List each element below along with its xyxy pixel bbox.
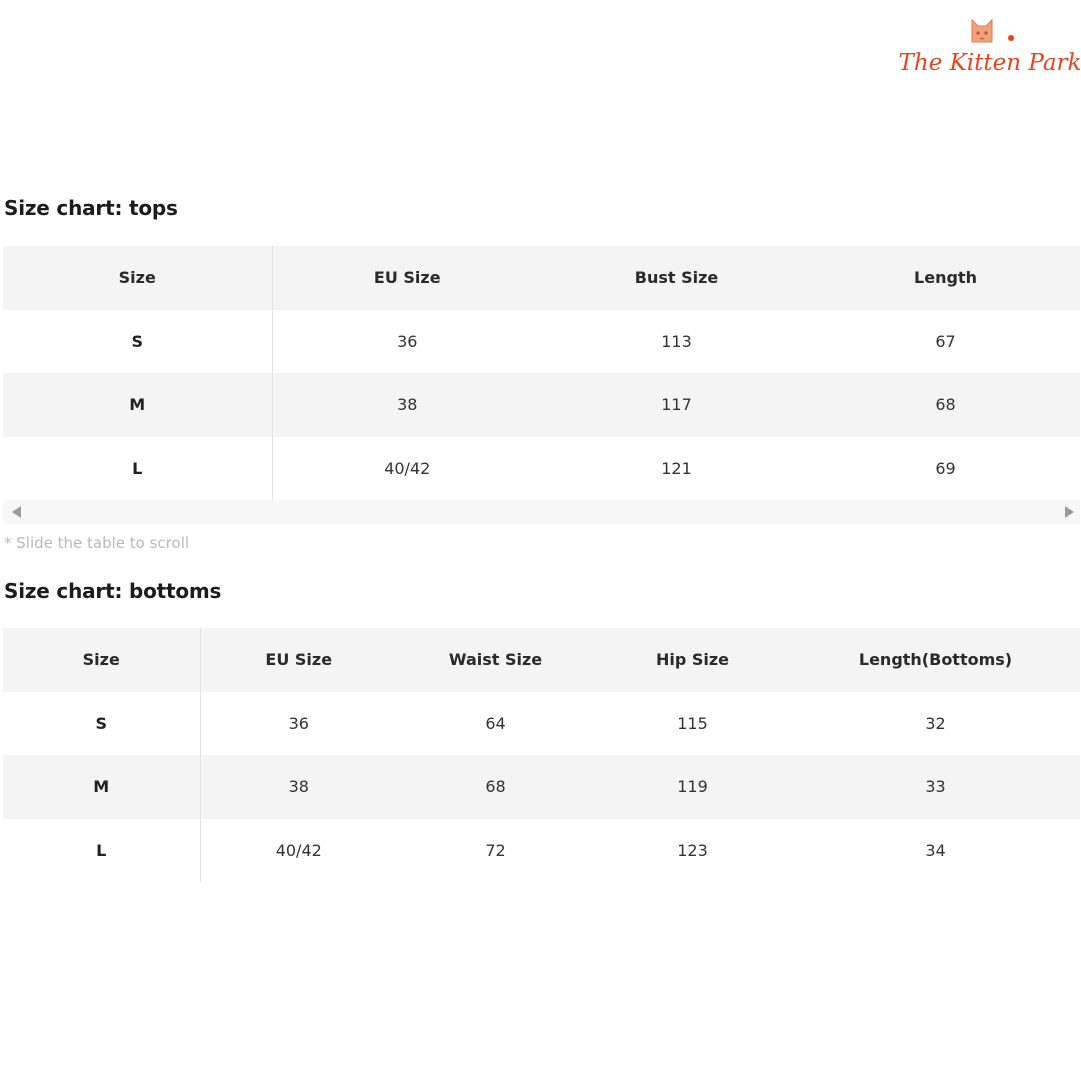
table-cell: L bbox=[3, 437, 272, 501]
table-cell: M bbox=[3, 373, 272, 437]
table-cell: 36 bbox=[288, 713, 309, 733]
bottoms-size-table bbox=[3, 628, 1081, 882]
table-cell: M bbox=[3, 755, 200, 819]
horizontal-scrollbar[interactable] bbox=[3, 500, 1080, 524]
column-header: Length(Bottoms) bbox=[858, 650, 1013, 670]
table-cell: 119 bbox=[677, 777, 708, 797]
table-cell: 33 bbox=[925, 777, 946, 797]
table-header-row bbox=[3, 246, 1080, 310]
table-cell: L bbox=[3, 819, 200, 883]
brand-name: The Kitten Park bbox=[898, 50, 1081, 76]
bottoms-title: Size chart: bottoms bbox=[4, 579, 222, 603]
table-cell: 38 bbox=[288, 777, 309, 797]
table-cell: 117 bbox=[661, 395, 692, 415]
column-header: Hip Size bbox=[655, 650, 730, 670]
table-cell: 68 bbox=[485, 777, 506, 797]
tops-title: Size chart: tops bbox=[4, 196, 178, 220]
table-cell: 123 bbox=[677, 840, 708, 860]
table-cell: 34 bbox=[925, 840, 946, 860]
table-cell: 40/42 bbox=[275, 840, 322, 860]
table-cell: 68 bbox=[935, 395, 956, 415]
table-header-row bbox=[3, 628, 1080, 692]
table-cell: 113 bbox=[661, 331, 692, 351]
table-cell: 121 bbox=[661, 458, 692, 478]
table-row bbox=[3, 437, 1080, 501]
column-header: EU Size bbox=[265, 650, 333, 670]
table-cell: 69 bbox=[935, 458, 956, 478]
column-header: EU Size bbox=[373, 268, 441, 288]
table-cell: S bbox=[3, 310, 272, 374]
scroll-hint: * Slide the table to scroll bbox=[4, 534, 190, 552]
scroll-left-icon[interactable] bbox=[12, 506, 21, 518]
column-header: Waist Size bbox=[448, 650, 543, 670]
table-cell: 64 bbox=[485, 713, 506, 733]
column-header: Bust Size bbox=[634, 268, 719, 288]
cat-icon bbox=[972, 20, 1014, 42]
brand-logo bbox=[898, 12, 1081, 78]
table-cell: 40/42 bbox=[384, 458, 431, 478]
column-header: Size bbox=[3, 246, 272, 310]
table-cell: 32 bbox=[925, 713, 946, 733]
table-cell: S bbox=[3, 692, 200, 756]
table-row bbox=[3, 819, 1080, 883]
scroll-right-icon[interactable] bbox=[1065, 506, 1074, 518]
table-row bbox=[3, 310, 1080, 374]
table-cell: 115 bbox=[677, 713, 708, 733]
table-row bbox=[3, 373, 1080, 437]
table-row bbox=[3, 755, 1080, 819]
table-cell: 38 bbox=[397, 395, 418, 415]
column-header: Size bbox=[3, 628, 200, 692]
column-header: Length bbox=[914, 268, 977, 288]
table-cell: 67 bbox=[935, 331, 956, 351]
tops-size-table bbox=[3, 246, 1080, 500]
table-cell: 36 bbox=[397, 331, 418, 351]
table-row bbox=[3, 692, 1080, 756]
table-cell: 72 bbox=[485, 840, 506, 860]
